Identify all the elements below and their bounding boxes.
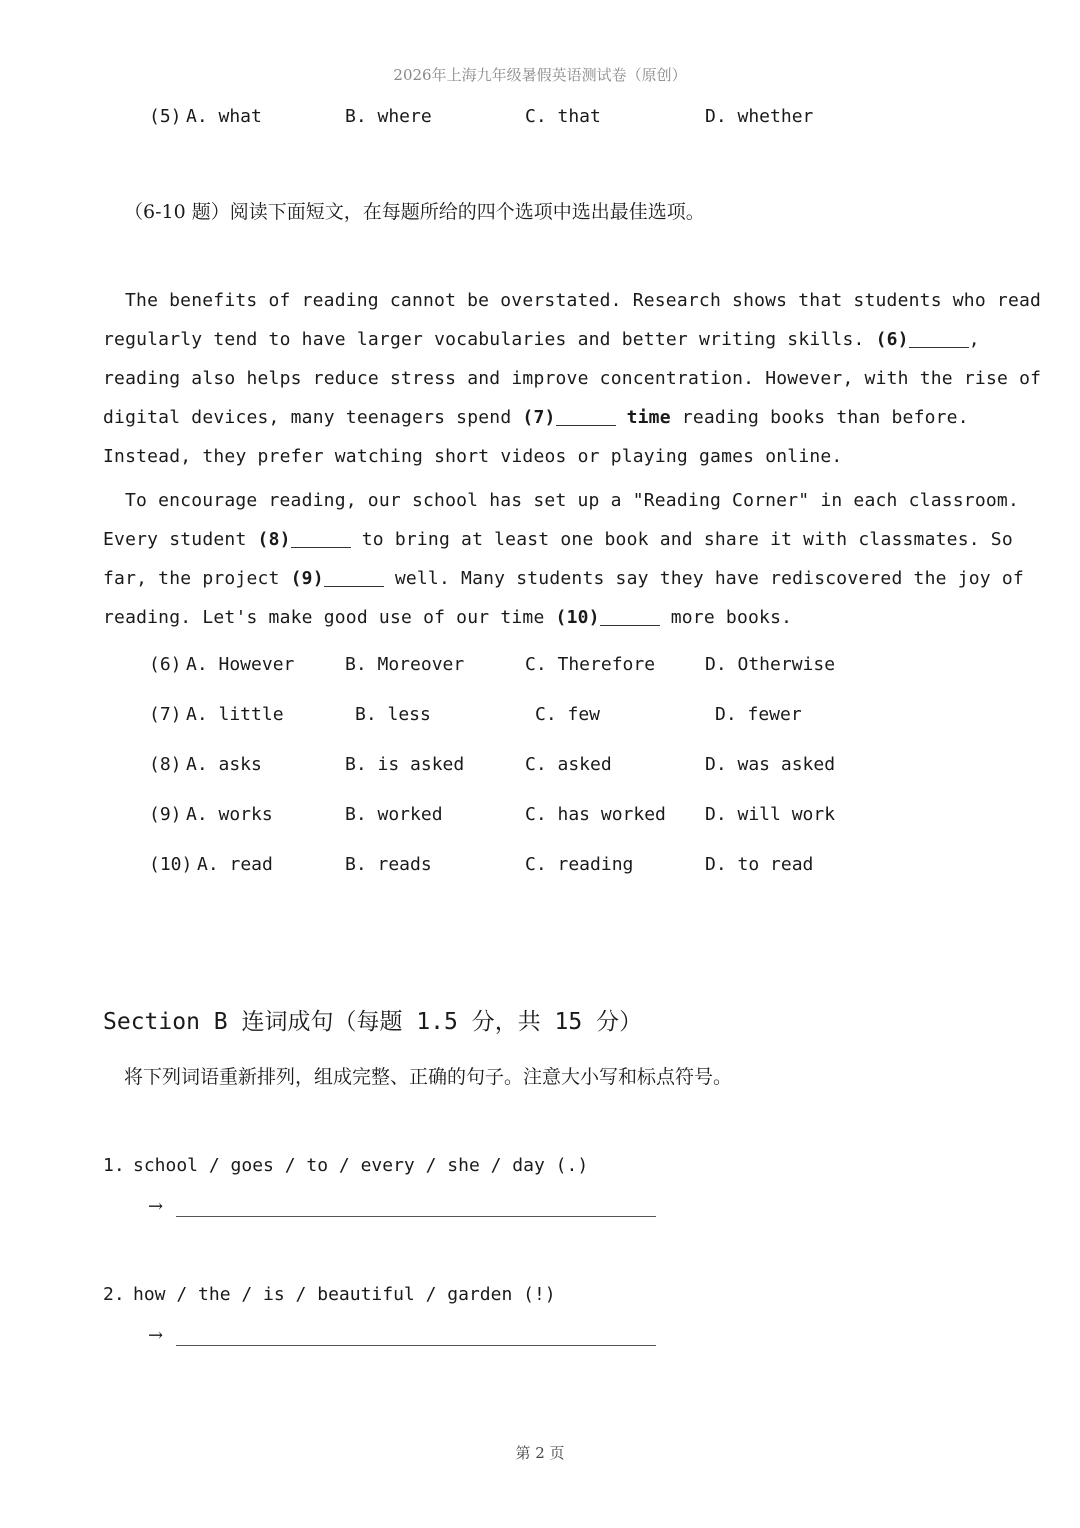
passage-line bbox=[103, 407, 969, 428]
blank-line bbox=[556, 407, 616, 426]
option-c: C. that bbox=[525, 106, 601, 127]
option-d: D. whether bbox=[705, 106, 814, 127]
option-number: (8) bbox=[149, 754, 182, 775]
blank-number: (9) bbox=[290, 568, 324, 589]
option-a: A. what bbox=[186, 106, 262, 127]
option-c: C. asked bbox=[525, 754, 612, 775]
blank-number: (8) bbox=[257, 529, 291, 550]
passage-text: more books. bbox=[670, 607, 793, 628]
blank-line bbox=[324, 568, 384, 587]
option-number: (7) bbox=[149, 704, 182, 725]
option-a: A. read bbox=[197, 854, 273, 875]
blank-line bbox=[291, 529, 351, 548]
passage-line: To encourage reading, our school has set up a "Reading Corner" in each classroom. bbox=[125, 490, 1019, 511]
passage-text: , bbox=[968, 329, 980, 350]
arrow-icon: → bbox=[148, 1325, 164, 1346]
option-d: D. to read bbox=[705, 854, 814, 875]
option-a: A. little bbox=[186, 704, 284, 725]
option-b: B. where bbox=[345, 106, 432, 127]
option-number: (9) bbox=[149, 804, 182, 825]
passage-text: reading books than before. bbox=[681, 407, 969, 428]
arrow-icon: → bbox=[148, 1196, 164, 1217]
passage-line bbox=[103, 529, 1013, 550]
option-c: C. few bbox=[535, 704, 601, 725]
passage-line bbox=[103, 568, 1024, 589]
page-footer: 第 2 页 bbox=[515, 1444, 565, 1462]
blank-line bbox=[600, 607, 660, 626]
option-d: D. will work bbox=[705, 804, 836, 825]
passage-line: The benefits of reading cannot be overstated. Research shows that students who read bbox=[125, 290, 1042, 311]
option-d: D. Otherwise bbox=[705, 654, 836, 675]
option-b: B. is asked bbox=[345, 754, 465, 775]
answer-line[interactable] bbox=[176, 1216, 656, 1217]
reading-instruction: （6-10 题）阅读下面短文，在每题所给的四个选项中选出最佳选项。 bbox=[124, 201, 705, 223]
option-c: C. reading bbox=[525, 854, 634, 875]
passage-line bbox=[103, 607, 792, 628]
option-a: A. works bbox=[186, 804, 273, 825]
section-b-title: Section B 连词成句（每题 1.5 分，共 15 分） bbox=[103, 1009, 643, 1035]
option-number: (10) bbox=[149, 854, 193, 875]
option-a: A. However bbox=[186, 654, 295, 675]
blank-number: (7) bbox=[522, 407, 556, 428]
option-b: B. less bbox=[355, 704, 431, 725]
option-a: A. asks bbox=[186, 754, 262, 775]
passage-text: time bbox=[626, 407, 671, 428]
passage-text: well. Many students say they have rediscovered the joy of bbox=[394, 568, 1024, 589]
option-number: (5) bbox=[149, 106, 182, 127]
passage-text: regularly tend to have larger vocabularies and better writing skills. bbox=[103, 329, 865, 350]
option-b: B. Moreover bbox=[345, 654, 465, 675]
blank-number: (10) bbox=[555, 607, 600, 628]
blank-line bbox=[909, 329, 969, 348]
option-c: C. Therefore bbox=[525, 654, 656, 675]
passage-line: Instead, they prefer watching short videos or playing games online. bbox=[103, 446, 843, 467]
item-number: 2. bbox=[103, 1284, 125, 1305]
option-number: (6) bbox=[149, 654, 182, 675]
option-d: D. was asked bbox=[705, 754, 836, 775]
passage-line bbox=[103, 329, 980, 350]
passage-text: digital devices, many teenagers spend bbox=[103, 407, 512, 428]
blank-number: (6) bbox=[875, 329, 909, 350]
option-b: B. worked bbox=[345, 804, 443, 825]
answer-line[interactable] bbox=[176, 1345, 656, 1346]
passage-line: reading also helps reduce stress and improve concentration. However, with the rise of bbox=[103, 368, 1042, 389]
item-words: how / the / is / beautiful / garden (!) bbox=[133, 1284, 556, 1305]
option-b: B. reads bbox=[345, 854, 432, 875]
passage-text: reading. Let's make good use of our time bbox=[103, 607, 545, 628]
item-number: 1. bbox=[103, 1155, 125, 1176]
item-words: school / goes / to / every / she / day (.) bbox=[133, 1155, 589, 1176]
option-c: C. has worked bbox=[525, 804, 666, 825]
page-header: 2026年上海九年级暑假英语测试卷（原创） bbox=[393, 66, 687, 84]
option-d: D. fewer bbox=[715, 704, 802, 725]
passage-text: to bring at least one book and share it with classmates. So bbox=[361, 529, 1013, 550]
passage-text: Every student bbox=[103, 529, 247, 550]
section-b-instruction: 将下列词语重新排列，组成完整、正确的句子。注意大小写和标点符号。 bbox=[124, 1066, 733, 1088]
passage-text: far, the project bbox=[103, 568, 280, 589]
